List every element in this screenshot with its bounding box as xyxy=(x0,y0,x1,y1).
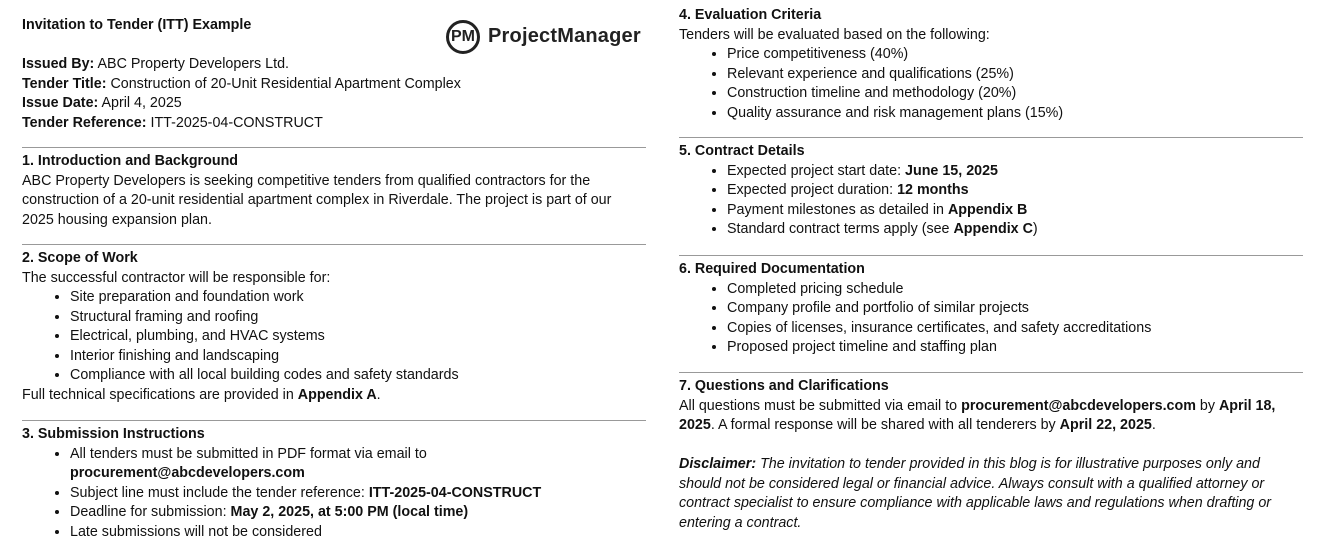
divider xyxy=(679,372,1303,373)
section-heading: 4. Evaluation Criteria xyxy=(679,7,822,23)
section-heading: 3. Submission Instructions xyxy=(22,426,205,442)
section-contract xyxy=(679,142,1303,240)
section-questions xyxy=(679,377,1303,436)
section-body: ABC Property Developers is seeking competitive tenders from qualified contractors for the construction of a 20-unit residential apartment complex in Riverdale. The project is part of our 2025 housing expansion plan. xyxy=(22,172,612,228)
divider xyxy=(679,255,1303,256)
list-item: • All tenders must be submitted in PDF format via email to procurement@abcdevelopers.com xyxy=(70,445,646,484)
list-item: • Price competitiveness (40%) xyxy=(727,45,1303,65)
tender-reference: Tender Reference: ITT-2025-04-CONSTRUCT xyxy=(22,114,323,131)
tender-meta xyxy=(22,55,461,133)
list-item: • Site preparation and foundation work xyxy=(70,288,646,308)
section-submission xyxy=(22,425,646,542)
disclaimer-label: Disclaimer: xyxy=(679,456,757,472)
list-item: • Interior finishing and landscaping xyxy=(70,347,646,367)
list-item: • Structural framing and roofing xyxy=(70,308,646,328)
list-item: • Subject line must include the tender reference: ITT-2025-04-CONSTRUCT xyxy=(70,484,646,504)
section-documentation xyxy=(679,260,1303,358)
section-evaluation xyxy=(679,6,1303,123)
divider xyxy=(679,137,1303,138)
pm-logo-icon: PM xyxy=(446,20,480,54)
section-heading: 1. Introduction and Background xyxy=(22,153,239,169)
list-item: • Construction timeline and methodology (20%) xyxy=(727,84,1303,104)
list-item: • Expected project start date: June 15, 2025 xyxy=(727,162,1303,182)
section-introduction xyxy=(22,152,646,230)
section-heading: 2. Scope of Work xyxy=(22,250,138,266)
section-heading: 7. Questions and Clarifications xyxy=(679,378,889,394)
list-item: • Payment milestones as detailed in Appendix B xyxy=(727,201,1303,221)
document-title: Invitation to Tender (ITT) Example xyxy=(22,17,252,33)
disclaimer xyxy=(679,455,1303,533)
issued-by: Issued By: ABC Property Developers Ltd. xyxy=(22,56,290,72)
section-scope xyxy=(22,249,646,405)
list-item: • Relevant experience and qualifications (25%) xyxy=(727,65,1303,85)
disclaimer-text: The invitation to tender provided in this blog is for illustrative purposes only and should not be considered legal or financial advice. Always consult with a qualified attorney or contract specialist to ensure compliance with applicable laws and regulations when drafting or entering a contract. xyxy=(679,456,1272,531)
divider xyxy=(22,244,646,245)
issue-date: Issue Date: April 4, 2025 xyxy=(22,95,182,111)
list-item: • Quality assurance and risk management plans (15%) xyxy=(727,104,1303,124)
projectmanager-logo xyxy=(446,20,641,54)
scope-list xyxy=(22,288,646,386)
section-heading: 6. Required Documentation xyxy=(679,261,865,277)
list-item: • Standard contract terms apply (see Appendix C) xyxy=(727,220,1303,240)
list-item: • Company profile and portfolio of similar projects xyxy=(727,299,1303,319)
section-body: All questions must be submitted via email to procurement@abcdevelopers.com by April 18, 2025. A formal response will be shared with all tenderers by April 22, 2025. xyxy=(679,397,1276,433)
list-item: • Expected project duration: 12 months xyxy=(727,181,1303,201)
section-heading: 5. Contract Details xyxy=(679,143,805,159)
section-outro: Full technical specifications are provided in Appendix A. xyxy=(22,386,381,403)
documentation-list xyxy=(679,280,1303,358)
list-item: • Electrical, plumbing, and HVAC systems xyxy=(70,327,646,347)
divider xyxy=(22,420,646,421)
list-item: • Deadline for submission: May 2, 2025, at 5:00 PM (local time) xyxy=(70,503,646,523)
section-intro: Tenders will be evaluated based on the following: xyxy=(679,26,990,43)
list-item: • Copies of licenses, insurance certificates, and safety accreditations xyxy=(727,319,1303,339)
evaluation-list xyxy=(679,45,1303,123)
logo-wordmark: ProjectManager xyxy=(488,25,641,48)
list-item: • Proposed project timeline and staffing plan xyxy=(727,338,1303,358)
list-item: • Late submissions will not be considered xyxy=(70,523,646,543)
submission-list xyxy=(22,445,646,543)
section-intro: The successful contractor will be responsible for: xyxy=(22,269,331,286)
divider xyxy=(22,147,646,148)
contract-list xyxy=(679,162,1303,240)
tender-title: Tender Title: Construction of 20-Unit Residential Apartment Complex xyxy=(22,75,461,92)
list-item: • Compliance with all local building codes and safety standards xyxy=(70,366,646,386)
list-item: • Completed pricing schedule xyxy=(727,280,1303,300)
